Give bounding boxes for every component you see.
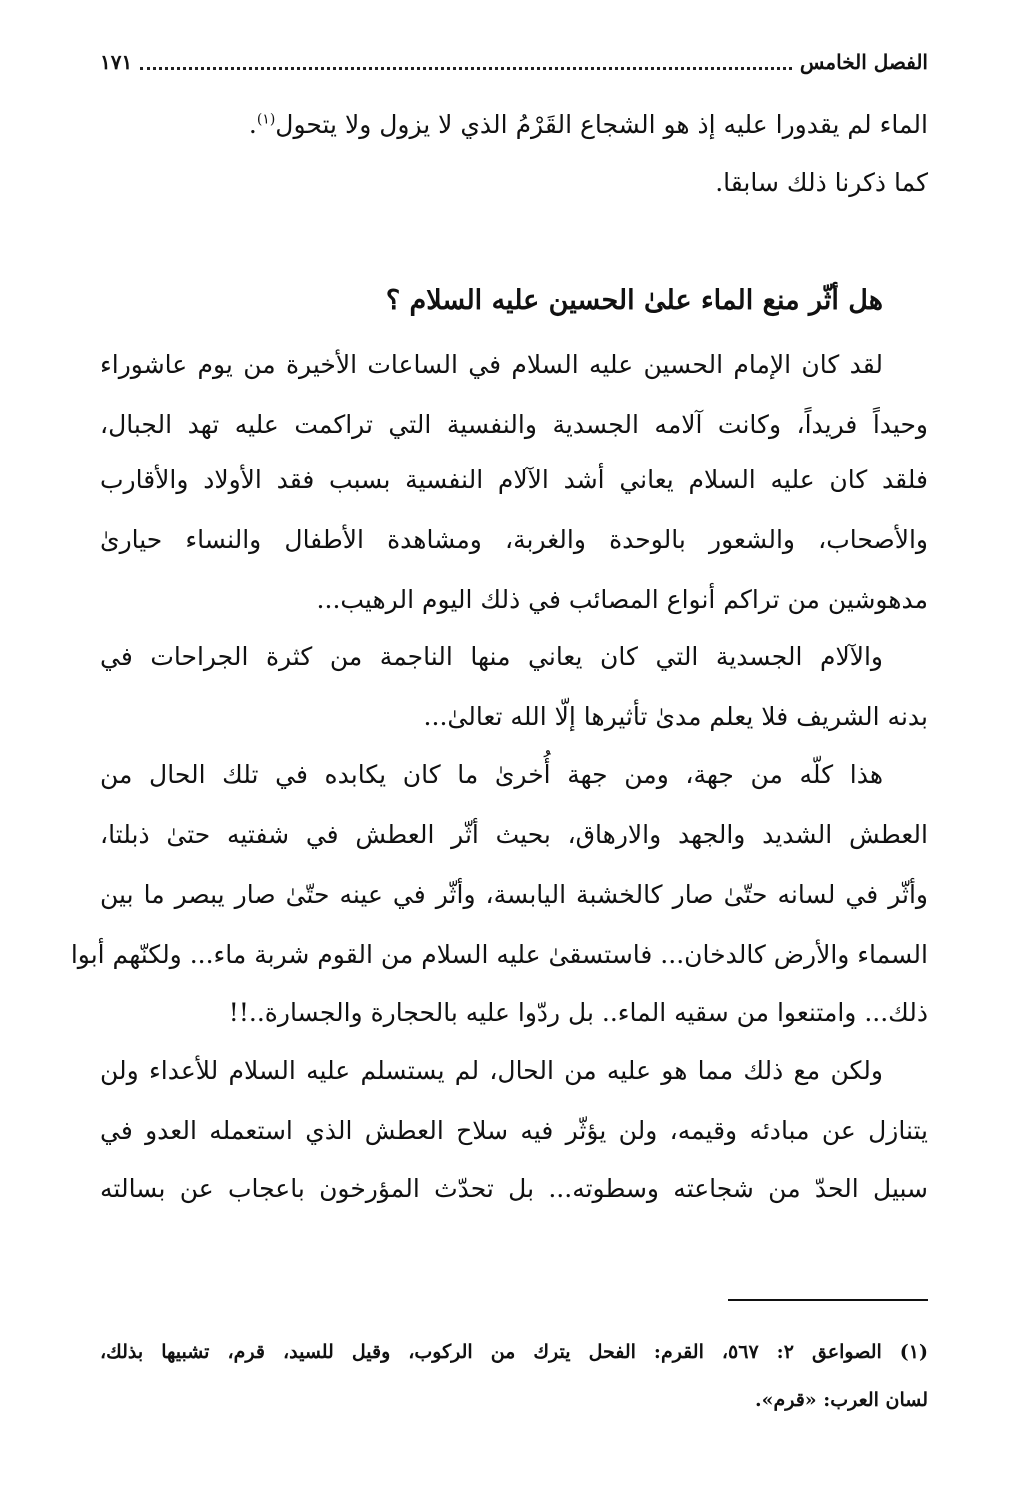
paragraph-line: لقد كان الإمام الحسين عليه السلام في الساعات الأخيرة من يوم عاشوراء	[100, 350, 883, 379]
intro-line-text: الماء لم يقدورا عليه إذ هو الشجاع القَرْمُ الذي لا يزول ولا يتحول	[275, 110, 928, 139]
paragraph-line: السماء والأرض كالدخان... فاستسقىٰ عليه السلام من القوم شربة ماء... ولكنّهم أبوا	[70, 940, 928, 969]
intro-line-end: .	[248, 110, 257, 139]
paragraph-line: ذلك... وامتنعوا من سقيه الماء.. بل ردّوا عليه بالحجارة والجسارة..!!	[228, 998, 928, 1027]
header-dot-leader	[140, 67, 792, 70]
paragraph-line: مدهوشين من تراكم أنواع المصائب في ذلك اليوم الرهيب...	[316, 585, 928, 614]
paragraph-line: يتنازل عن مبادئه وقيمه، ولن يؤثّر فيه سلاح العطش الذي استعمله العدو في	[100, 1116, 928, 1145]
paragraph-line: وحيداً فريداً، وكانت آلامه الجسدية والنفسية التي تراكمت عليه تهد الجبال،	[100, 410, 928, 439]
paragraph-line: والأصحاب، والشعور بالوحدة والغربة، ومشاهدة الأطفال والنساء حيارىٰ	[100, 525, 928, 554]
paragraph-line: هذا كلّه من جهة، ومن جهة أُخرىٰ ما كان يكابده في تلك الحال من	[100, 760, 883, 789]
paragraph-line: فلقد كان عليه السلام يعاني أشد الآلام النفسية بسبب فقد الأولاد والأقارب	[100, 465, 928, 494]
footnote-line: لسان العرب: «قرم».	[754, 1389, 928, 1411]
running-header	[100, 44, 928, 80]
footnote-line: (١) الصواعق ٢: ٥٦٧، القرم: الفحل يترك من الركوب، وقيل للسيد، قرم، تشبيها بذلك،	[100, 1341, 928, 1363]
paragraph-line: وأثّر في لسانه حتّىٰ صار كالخشبة اليابسة، وأثّر في عينه حتّىٰ صار يبصر ما بين	[100, 880, 928, 909]
intro-line	[100, 105, 928, 145]
paragraph-line: بدنه الشريف فلا يعلم مدىٰ تأثيرها إلّا الله تعالىٰ...	[423, 702, 928, 731]
page-number: ١٧١	[100, 50, 133, 74]
paragraph-line: ولكن مع ذلك مما هو عليه من الحال، لم يستسلم عليه السلام للأعداء ولن	[100, 1056, 883, 1085]
paragraph-line: والآلام الجسدية التي كان يعاني منها الناجمة من كثرة الجراحات في	[100, 642, 883, 671]
paragraph-line: سبيل الحدّ من شجاعته وسطوته... بل تحدّث المؤرخون باعجاب عن بسالته	[100, 1174, 928, 1203]
paragraph-line: العطش الشديد والجهد والارهاق، بحيث أثّر العطش في شفتيه حتىٰ ذبلتا،	[100, 820, 928, 849]
chapter-title: الفصل الخامس	[799, 50, 928, 74]
footnote-separator	[728, 1299, 928, 1301]
intro-line: كما ذكرنا ذلك سابقا.	[715, 168, 928, 197]
footnote-reference: (١)	[256, 111, 276, 128]
section-heading: هل أثّر منع الماء علىٰ الحسين عليه السلام ؟	[385, 285, 883, 316]
book-page	[70, 0, 928, 1510]
